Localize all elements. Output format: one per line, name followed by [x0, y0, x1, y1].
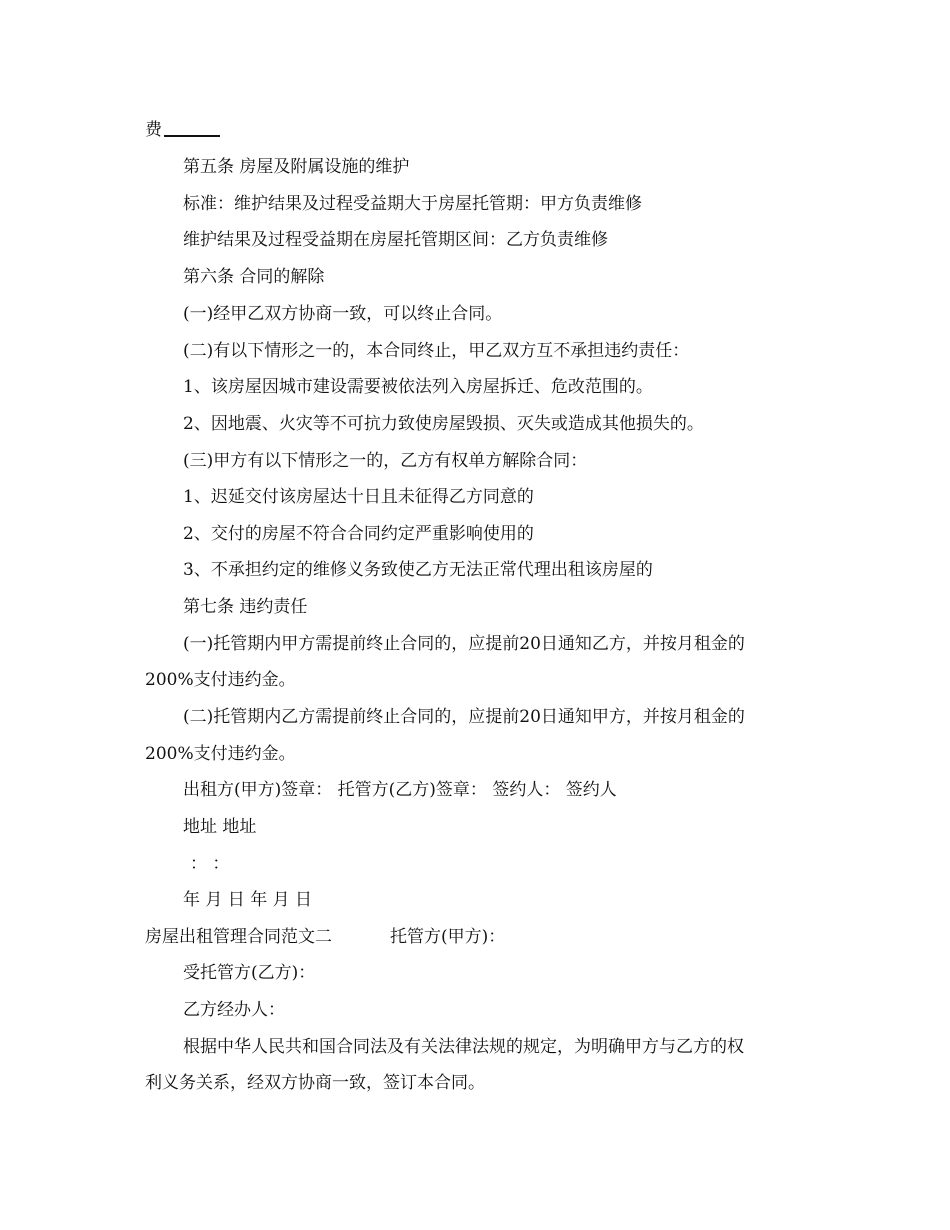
article-6-heading: 第六条 合同的解除 [183, 267, 325, 287]
text-line: (二)有以下情形之一的，本合同终止，甲乙双方互不承担违约责任： [183, 341, 690, 361]
date-line: 年 月 日 年 月 日 [183, 890, 313, 910]
text-line: 200%支付违约金。 [145, 670, 296, 690]
party-b-label: 受托管方(乙方)： [183, 963, 316, 983]
party-a-label: 托管方(甲方)： [390, 927, 506, 947]
text-line: 根据中华人民共和国合同法及有关法律法规的规定，为明确甲方与乙方的权 [183, 1037, 744, 1057]
text-line: 2、交付的房屋不符合合同约定严重影响使用的 [183, 524, 534, 544]
agent-label: 乙方经办人： [183, 1000, 285, 1020]
text-line: (二)托管期内乙方需提前终止合同的，应提前20日通知甲方，并按月租金的 [183, 707, 745, 727]
fill-in-blank [164, 121, 220, 137]
text-line: 2、因地震、火灾等不可抗力致使房屋毁损、灭失或造成其他损失的。 [183, 414, 704, 434]
text-line: 200%支付违约金。 [145, 744, 296, 764]
text-line-fee: 费 [145, 119, 220, 141]
text-line: 1、该房屋因城市建设需要被依法列入房屋拆迁、危改范围的。 [183, 377, 653, 397]
section-title: 房屋出租管理合同范文二 [145, 927, 332, 947]
text-line: 标准：维护结果及过程受益期大于房屋托管期：甲方负责维修 [183, 194, 642, 214]
text-line: 1、迟延交付该房屋达十日且未征得乙方同意的 [183, 487, 534, 507]
text-line: 维护结果及过程受益期在房屋托管期区间：乙方负责维修 [183, 230, 608, 250]
address-line: 地址 地址 [183, 817, 257, 837]
article-5-heading: 第五条 房屋及附属设施的维护 [183, 157, 410, 177]
text-line: 利义务关系，经双方协商一致，签订本合同。 [145, 1073, 485, 1093]
text-line: (一)经甲乙双方协商一致，可以终止合同。 [183, 304, 503, 324]
text-line: (一)托管期内甲方需提前终止合同的，应提前20日通知乙方，并按月租金的 [183, 634, 745, 654]
signature-line: 出租方(甲方)签章： 托管方(乙方)签章： 签约人： 签约人 [183, 780, 617, 800]
article-7-heading: 第七条 违约责任 [183, 597, 308, 617]
text-line: 3、不承担约定的维修义务致使乙方无法正常代理出租该房屋的 [183, 560, 653, 580]
colon-line: ： ： [190, 854, 230, 874]
text-line: (三)甲方有以下情形之一的，乙方有权单方解除合同： [183, 451, 588, 471]
